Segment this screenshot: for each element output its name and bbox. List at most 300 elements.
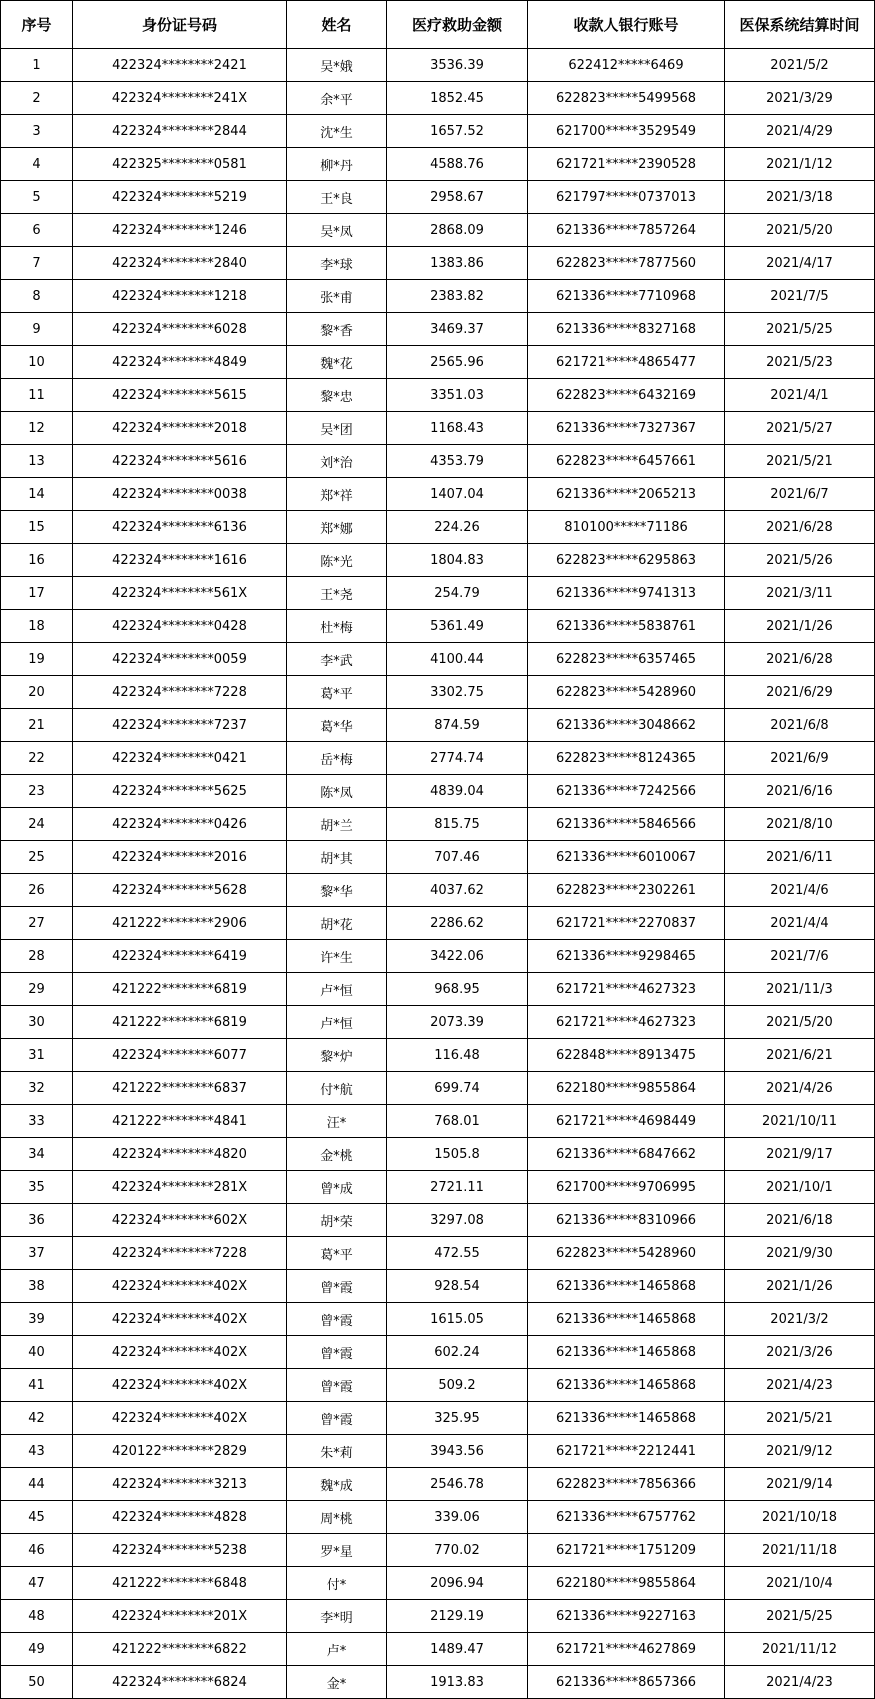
table-row: [1, 511, 875, 544]
cell-id-number: 422324********6824: [73, 1666, 287, 1699]
table-row: [1, 49, 875, 82]
header-id-number: 身份证号码: [73, 1, 287, 49]
cell-settlement-date: 2021/7/5: [725, 280, 875, 313]
cell-name: 葛*平: [287, 676, 387, 709]
cell-name: 李*球: [287, 247, 387, 280]
cell-index: 3: [1, 115, 73, 148]
cell-bank-account: 621336*****1465868: [528, 1402, 725, 1435]
cell-index: 11: [1, 379, 73, 412]
cell-name: 付*航: [287, 1072, 387, 1105]
cell-bank-account: 621336*****6847662: [528, 1138, 725, 1171]
cell-name: 陈*凤: [287, 775, 387, 808]
cell-settlement-date: 2021/5/21: [725, 445, 875, 478]
cell-id-number: 422324********6077: [73, 1039, 287, 1072]
cell-name: 葛*平: [287, 1237, 387, 1270]
header-aid-amount: 医疗救助金额: [387, 1, 528, 49]
cell-id-number: 421222********6837: [73, 1072, 287, 1105]
cell-id-number: 422324********0428: [73, 610, 287, 643]
cell-bank-account: 621336*****7857264: [528, 214, 725, 247]
cell-id-number: 422324********1218: [73, 280, 287, 313]
table-row: [1, 643, 875, 676]
cell-bank-account: 621336*****9298465: [528, 940, 725, 973]
cell-id-number: 421222********2906: [73, 907, 287, 940]
cell-index: 6: [1, 214, 73, 247]
cell-index: 48: [1, 1600, 73, 1633]
cell-aid-amount: 4839.04: [387, 775, 528, 808]
cell-index: 49: [1, 1633, 73, 1666]
cell-settlement-date: 2021/1/12: [725, 148, 875, 181]
cell-name: 杜*梅: [287, 610, 387, 643]
cell-name: 陈*光: [287, 544, 387, 577]
table-row: [1, 1006, 875, 1039]
cell-settlement-date: 2021/6/21: [725, 1039, 875, 1072]
cell-name: 沈*生: [287, 115, 387, 148]
cell-bank-account: 622823*****6457661: [528, 445, 725, 478]
cell-aid-amount: 2546.78: [387, 1468, 528, 1501]
cell-name: 黎*忠: [287, 379, 387, 412]
cell-bank-account: 622823*****6357465: [528, 643, 725, 676]
cell-bank-account: 621721*****4627323: [528, 973, 725, 1006]
table-row: [1, 709, 875, 742]
cell-settlement-date: 2021/4/17: [725, 247, 875, 280]
cell-id-number: 422324********7228: [73, 676, 287, 709]
header-bank-account: 收款人银行账号: [528, 1, 725, 49]
cell-name: 郑*祥: [287, 478, 387, 511]
cell-aid-amount: 2096.94: [387, 1567, 528, 1600]
cell-settlement-date: 2021/1/26: [725, 610, 875, 643]
cell-bank-account: 621336*****7327367: [528, 412, 725, 445]
cell-id-number: 422324********1246: [73, 214, 287, 247]
cell-name: 王*良: [287, 181, 387, 214]
table-row: [1, 445, 875, 478]
cell-aid-amount: 707.46: [387, 841, 528, 874]
cell-index: 40: [1, 1336, 73, 1369]
cell-settlement-date: 2021/4/1: [725, 379, 875, 412]
cell-id-number: 422324********402X: [73, 1336, 287, 1369]
table-row: [1, 1303, 875, 1336]
cell-aid-amount: 325.95: [387, 1402, 528, 1435]
table-row: [1, 1600, 875, 1633]
cell-name: 金*: [287, 1666, 387, 1699]
cell-index: 28: [1, 940, 73, 973]
table-row: [1, 577, 875, 610]
cell-settlement-date: 2021/6/16: [725, 775, 875, 808]
cell-settlement-date: 2021/11/3: [725, 973, 875, 1006]
cell-id-number: 422324********0426: [73, 808, 287, 841]
cell-bank-account: 622823*****5428960: [528, 676, 725, 709]
cell-name: 周*桃: [287, 1501, 387, 1534]
cell-bank-account: 621797*****0737013: [528, 181, 725, 214]
table-row: [1, 808, 875, 841]
table-row: [1, 610, 875, 643]
table-row: [1, 313, 875, 346]
cell-name: 黎*炉: [287, 1039, 387, 1072]
cell-index: 41: [1, 1369, 73, 1402]
cell-id-number: 422324********4828: [73, 1501, 287, 1534]
cell-aid-amount: 3422.06: [387, 940, 528, 973]
cell-settlement-date: 2021/11/18: [725, 1534, 875, 1567]
table-row: [1, 1435, 875, 1468]
cell-settlement-date: 2021/11/12: [725, 1633, 875, 1666]
cell-id-number: 422324********402X: [73, 1270, 287, 1303]
cell-aid-amount: 699.74: [387, 1072, 528, 1105]
cell-index: 29: [1, 973, 73, 1006]
table-row: [1, 181, 875, 214]
cell-index: 31: [1, 1039, 73, 1072]
cell-id-number: 422324********0059: [73, 643, 287, 676]
table-row: [1, 1534, 875, 1567]
cell-index: 10: [1, 346, 73, 379]
table-row: [1, 82, 875, 115]
cell-index: 21: [1, 709, 73, 742]
cell-bank-account: 621721*****4698449: [528, 1105, 725, 1138]
table-row: [1, 412, 875, 445]
cell-index: 5: [1, 181, 73, 214]
cell-id-number: 422324********6419: [73, 940, 287, 973]
cell-bank-account: 622823*****6432169: [528, 379, 725, 412]
cell-settlement-date: 2021/10/4: [725, 1567, 875, 1600]
cell-settlement-date: 2021/5/2: [725, 49, 875, 82]
cell-aid-amount: 2721.11: [387, 1171, 528, 1204]
cell-name: 魏*花: [287, 346, 387, 379]
cell-id-number: 422324********2016: [73, 841, 287, 874]
cell-id-number: 422324********7237: [73, 709, 287, 742]
cell-aid-amount: 1168.43: [387, 412, 528, 445]
cell-aid-amount: 116.48: [387, 1039, 528, 1072]
cell-bank-account: 621336*****8657366: [528, 1666, 725, 1699]
cell-aid-amount: 3536.39: [387, 49, 528, 82]
cell-name: 曾*霞: [287, 1369, 387, 1402]
table-row: [1, 874, 875, 907]
cell-aid-amount: 602.24: [387, 1336, 528, 1369]
table-row: [1, 1633, 875, 1666]
cell-index: 14: [1, 478, 73, 511]
cell-index: 13: [1, 445, 73, 478]
cell-bank-account: 621721*****1751209: [528, 1534, 725, 1567]
cell-bank-account: 810100*****71186: [528, 511, 725, 544]
cell-aid-amount: 874.59: [387, 709, 528, 742]
cell-id-number: 421222********6822: [73, 1633, 287, 1666]
cell-id-number: 420122********2829: [73, 1435, 287, 1468]
cell-bank-account: 621336*****7242566: [528, 775, 725, 808]
cell-settlement-date: 2021/5/20: [725, 1006, 875, 1039]
cell-index: 15: [1, 511, 73, 544]
table-row: [1, 478, 875, 511]
cell-index: 9: [1, 313, 73, 346]
cell-name: 张*甫: [287, 280, 387, 313]
table-row: [1, 1468, 875, 1501]
cell-aid-amount: 2383.82: [387, 280, 528, 313]
cell-name: 金*桃: [287, 1138, 387, 1171]
cell-name: 曾*霞: [287, 1270, 387, 1303]
cell-id-number: 422324********4820: [73, 1138, 287, 1171]
cell-id-number: 422324********2421: [73, 49, 287, 82]
cell-name: 黎*华: [287, 874, 387, 907]
table-body: [1, 49, 875, 1699]
cell-id-number: 421222********6819: [73, 1006, 287, 1039]
cell-id-number: 422324********6136: [73, 511, 287, 544]
cell-index: 39: [1, 1303, 73, 1336]
cell-bank-account: 621721*****4627869: [528, 1633, 725, 1666]
cell-aid-amount: 3943.56: [387, 1435, 528, 1468]
cell-name: 胡*兰: [287, 808, 387, 841]
table-row: [1, 247, 875, 280]
cell-id-number: 422324********5625: [73, 775, 287, 808]
cell-aid-amount: 1489.47: [387, 1633, 528, 1666]
cell-settlement-date: 2021/3/29: [725, 82, 875, 115]
cell-index: 1: [1, 49, 73, 82]
cell-name: 郑*娜: [287, 511, 387, 544]
cell-name: 王*尧: [287, 577, 387, 610]
cell-settlement-date: 2021/9/30: [725, 1237, 875, 1270]
cell-aid-amount: 4353.79: [387, 445, 528, 478]
cell-id-number: 422324********0421: [73, 742, 287, 775]
cell-aid-amount: 4037.62: [387, 874, 528, 907]
cell-bank-account: 621336*****1465868: [528, 1369, 725, 1402]
cell-bank-account: 621336*****2065213: [528, 478, 725, 511]
cell-settlement-date: 2021/10/1: [725, 1171, 875, 1204]
cell-name: 卢*恒: [287, 1006, 387, 1039]
cell-index: 34: [1, 1138, 73, 1171]
cell-aid-amount: 928.54: [387, 1270, 528, 1303]
cell-settlement-date: 2021/5/23: [725, 346, 875, 379]
cell-id-number: 422324********2844: [73, 115, 287, 148]
cell-bank-account: 621700*****3529549: [528, 115, 725, 148]
cell-settlement-date: 2021/5/25: [725, 1600, 875, 1633]
cell-settlement-date: 2021/6/29: [725, 676, 875, 709]
cell-settlement-date: 2021/10/18: [725, 1501, 875, 1534]
cell-index: 33: [1, 1105, 73, 1138]
cell-index: 23: [1, 775, 73, 808]
table-row: [1, 544, 875, 577]
cell-id-number: 422324********6028: [73, 313, 287, 346]
table-row: [1, 742, 875, 775]
cell-bank-account: 621336*****1465868: [528, 1270, 725, 1303]
cell-id-number: 422324********2840: [73, 247, 287, 280]
cell-aid-amount: 339.06: [387, 1501, 528, 1534]
table-row: [1, 1270, 875, 1303]
cell-id-number: 422324********402X: [73, 1402, 287, 1435]
table-row: [1, 1204, 875, 1237]
cell-aid-amount: 2565.96: [387, 346, 528, 379]
cell-bank-account: 621721*****2270837: [528, 907, 725, 940]
cell-settlement-date: 2021/7/6: [725, 940, 875, 973]
cell-index: 8: [1, 280, 73, 313]
cell-name: 朱*莉: [287, 1435, 387, 1468]
cell-bank-account: 621336*****9227163: [528, 1600, 725, 1633]
cell-id-number: 422324********402X: [73, 1303, 287, 1336]
table-row: [1, 676, 875, 709]
cell-index: 47: [1, 1567, 73, 1600]
cell-id-number: 422324********241X: [73, 82, 287, 115]
cell-name: 胡*荣: [287, 1204, 387, 1237]
table-row: [1, 148, 875, 181]
cell-index: 22: [1, 742, 73, 775]
cell-index: 2: [1, 82, 73, 115]
cell-name: 余*平: [287, 82, 387, 115]
cell-id-number: 422324********0038: [73, 478, 287, 511]
cell-id-number: 421222********4841: [73, 1105, 287, 1138]
cell-aid-amount: 2129.19: [387, 1600, 528, 1633]
cell-settlement-date: 2021/6/28: [725, 511, 875, 544]
cell-id-number: 422324********3213: [73, 1468, 287, 1501]
cell-index: 27: [1, 907, 73, 940]
cell-name: 胡*花: [287, 907, 387, 940]
cell-settlement-date: 2021/5/20: [725, 214, 875, 247]
cell-aid-amount: 254.79: [387, 577, 528, 610]
cell-index: 42: [1, 1402, 73, 1435]
cell-aid-amount: 3302.75: [387, 676, 528, 709]
cell-index: 25: [1, 841, 73, 874]
cell-aid-amount: 770.02: [387, 1534, 528, 1567]
header-name: 姓名: [287, 1, 387, 49]
cell-index: 26: [1, 874, 73, 907]
cell-name: 柳*丹: [287, 148, 387, 181]
cell-name: 吴*娥: [287, 49, 387, 82]
header-row: [1, 1, 875, 49]
cell-name: 汪*: [287, 1105, 387, 1138]
cell-bank-account: 622823*****8124365: [528, 742, 725, 775]
cell-index: 18: [1, 610, 73, 643]
cell-index: 24: [1, 808, 73, 841]
table-row: [1, 1138, 875, 1171]
cell-aid-amount: 968.95: [387, 973, 528, 1006]
cell-name: 胡*其: [287, 841, 387, 874]
cell-bank-account: 621336*****9741313: [528, 577, 725, 610]
cell-name: 曾*霞: [287, 1336, 387, 1369]
cell-aid-amount: 815.75: [387, 808, 528, 841]
cell-id-number: 422325********0581: [73, 148, 287, 181]
table-row: [1, 1039, 875, 1072]
cell-name: 李*武: [287, 643, 387, 676]
cell-settlement-date: 2021/5/27: [725, 412, 875, 445]
cell-settlement-date: 2021/3/11: [725, 577, 875, 610]
cell-aid-amount: 5361.49: [387, 610, 528, 643]
cell-bank-account: 621336*****6757762: [528, 1501, 725, 1534]
cell-id-number: 422324********5219: [73, 181, 287, 214]
cell-bank-account: 622180*****9855864: [528, 1072, 725, 1105]
cell-settlement-date: 2021/3/2: [725, 1303, 875, 1336]
cell-settlement-date: 2021/6/9: [725, 742, 875, 775]
table-row: [1, 1501, 875, 1534]
cell-index: 30: [1, 1006, 73, 1039]
cell-aid-amount: 2774.74: [387, 742, 528, 775]
cell-bank-account: 621336*****1465868: [528, 1336, 725, 1369]
cell-aid-amount: 1913.83: [387, 1666, 528, 1699]
table-row: [1, 940, 875, 973]
cell-bank-account: 622848*****8913475: [528, 1039, 725, 1072]
cell-id-number: 422324********5628: [73, 874, 287, 907]
table-row: [1, 1072, 875, 1105]
cell-settlement-date: 2021/9/14: [725, 1468, 875, 1501]
cell-name: 付*: [287, 1567, 387, 1600]
cell-index: 35: [1, 1171, 73, 1204]
cell-aid-amount: 224.26: [387, 511, 528, 544]
cell-index: 50: [1, 1666, 73, 1699]
cell-settlement-date: 2021/4/29: [725, 115, 875, 148]
cell-name: 罗*星: [287, 1534, 387, 1567]
cell-index: 32: [1, 1072, 73, 1105]
cell-settlement-date: 2021/10/11: [725, 1105, 875, 1138]
cell-name: 魏*成: [287, 1468, 387, 1501]
cell-id-number: 422324********201X: [73, 1600, 287, 1633]
cell-id-number: 422324********602X: [73, 1204, 287, 1237]
cell-id-number: 422324********5616: [73, 445, 287, 478]
cell-settlement-date: 2021/6/28: [725, 643, 875, 676]
cell-settlement-date: 2021/4/4: [725, 907, 875, 940]
table-row: [1, 1369, 875, 1402]
cell-aid-amount: 2286.62: [387, 907, 528, 940]
cell-aid-amount: 3297.08: [387, 1204, 528, 1237]
table-row: [1, 115, 875, 148]
cell-aid-amount: 1852.45: [387, 82, 528, 115]
cell-bank-account: 621700*****9706995: [528, 1171, 725, 1204]
cell-name: 卢*: [287, 1633, 387, 1666]
cell-settlement-date: 2021/4/6: [725, 874, 875, 907]
table-row: [1, 1567, 875, 1600]
cell-aid-amount: 472.55: [387, 1237, 528, 1270]
cell-index: 44: [1, 1468, 73, 1501]
cell-id-number: 422324********561X: [73, 577, 287, 610]
table-row: [1, 973, 875, 1006]
cell-settlement-date: 2021/1/26: [725, 1270, 875, 1303]
table-row: [1, 1666, 875, 1699]
cell-index: 12: [1, 412, 73, 445]
cell-bank-account: 621336*****8327168: [528, 313, 725, 346]
table-row: [1, 1171, 875, 1204]
cell-settlement-date: 2021/5/21: [725, 1402, 875, 1435]
cell-name: 黎*香: [287, 313, 387, 346]
cell-settlement-date: 2021/9/17: [725, 1138, 875, 1171]
table-row: [1, 346, 875, 379]
table-row: [1, 280, 875, 313]
cell-bank-account: 622823*****2302261: [528, 874, 725, 907]
cell-name: 曾*成: [287, 1171, 387, 1204]
cell-index: 46: [1, 1534, 73, 1567]
header-settlement-date: 医保系统结算时间: [725, 1, 875, 49]
cell-aid-amount: 768.01: [387, 1105, 528, 1138]
cell-settlement-date: 2021/6/18: [725, 1204, 875, 1237]
cell-aid-amount: 1407.04: [387, 478, 528, 511]
cell-id-number: 422324********5238: [73, 1534, 287, 1567]
cell-index: 36: [1, 1204, 73, 1237]
cell-aid-amount: 1615.05: [387, 1303, 528, 1336]
cell-bank-account: 622823*****7856366: [528, 1468, 725, 1501]
cell-index: 16: [1, 544, 73, 577]
cell-id-number: 421222********6819: [73, 973, 287, 1006]
cell-settlement-date: 2021/6/11: [725, 841, 875, 874]
cell-bank-account: 621336*****7710968: [528, 280, 725, 313]
cell-name: 曾*霞: [287, 1402, 387, 1435]
cell-settlement-date: 2021/6/8: [725, 709, 875, 742]
cell-id-number: 421222********6848: [73, 1567, 287, 1600]
cell-bank-account: 622412*****6469: [528, 49, 725, 82]
cell-settlement-date: 2021/3/26: [725, 1336, 875, 1369]
cell-aid-amount: 1804.83: [387, 544, 528, 577]
cell-name: 岳*梅: [287, 742, 387, 775]
cell-id-number: 422324********1616: [73, 544, 287, 577]
cell-id-number: 422324********7228: [73, 1237, 287, 1270]
cell-settlement-date: 2021/4/23: [725, 1666, 875, 1699]
cell-bank-account: 621336*****3048662: [528, 709, 725, 742]
cell-id-number: 422324********4849: [73, 346, 287, 379]
cell-name: 葛*华: [287, 709, 387, 742]
cell-bank-account: 621721*****2212441: [528, 1435, 725, 1468]
cell-settlement-date: 2021/3/18: [725, 181, 875, 214]
table-row: [1, 841, 875, 874]
cell-id-number: 422324********5615: [73, 379, 287, 412]
table-row: [1, 379, 875, 412]
